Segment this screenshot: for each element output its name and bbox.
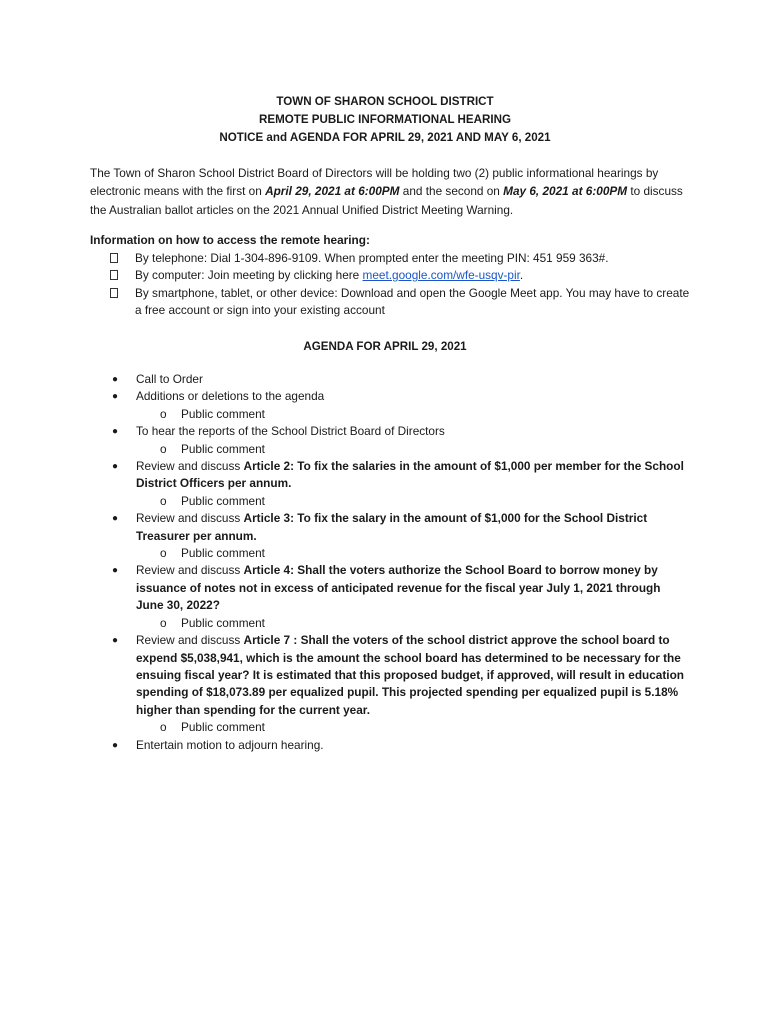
agenda-item: [90, 458, 690, 493]
agenda-title: AGENDA FOR APRIL 29, 2021: [303, 340, 467, 353]
agenda-item-text: Entertain motion to adjourn hearing.: [136, 737, 324, 752]
bullet-icon: ●: [112, 391, 119, 403]
header-title: TOWN OF SHARON SCHOOL DISTRICT: [276, 95, 494, 108]
header-notice: NOTICE and AGENDA FOR APRIL 29, 2021 AND MAY 6, 2021: [219, 131, 551, 144]
agenda-item-text: To hear the reports of the School District Board of Directors: [136, 424, 445, 439]
intro-text-1: The Town of Sharon School District Board of Directors will be holding two (2) public informational hearings by electronic means with the first on: [90, 166, 659, 199]
agenda-subitem: [90, 493, 690, 510]
access-title: Information on how to access the remote hearing:: [90, 233, 370, 247]
public-comment-text: Public comment: [181, 493, 265, 508]
computer-text: By computer: Join meeting by clicking here: [135, 268, 363, 282]
checkbox-bullet-icon: [110, 288, 118, 298]
intro-date-2: May 6, 2021 at 6:00PM: [503, 184, 628, 199]
checkbox-bullet-icon: [110, 253, 118, 263]
article-7-text: Article 7 : Shall the voters of the school district approve the school board to expend $5,038,941, which is the amount the school board has determined to be necessary for the ensuing fiscal year? It is estimated that this proposed budget, if approved, will result in education spending of $18,073.89 per equalized pupil. This projected spending per equalized pupil is 5.18% higher than spending for the current year.: [136, 633, 684, 717]
agenda-item-text: Call to Order: [136, 372, 203, 386]
public-comment-text: Public comment: [181, 720, 265, 735]
sub-bullet-icon: o: [160, 441, 167, 456]
intro-paragraph: [90, 164, 690, 219]
smartphone-text: By smartphone, tablet, or other device: Download and open the Google Meet app. You may have to create a free account or sign into your existing account: [135, 285, 690, 317]
agenda-item: [90, 510, 690, 545]
article-4-text: Article 4: Shall the voters authorize the School Board to borrow money by issuance of notes not in excess of anticipated revenue for the fiscal year July 1, 2021 through June 30, 2022?: [136, 563, 661, 613]
bullet-icon: ●: [112, 635, 119, 647]
access-telephone: [90, 250, 690, 268]
review-prefix: Review and discuss: [136, 459, 244, 474]
agenda-item-text: Additions or deletions to the agenda: [136, 389, 325, 404]
telephone-text: By telephone: Dial 1-304-896-9109. When prompted enter the meeting PIN: 451 959 363#.: [135, 250, 609, 265]
computer-suffix: .: [519, 268, 524, 282]
bullet-icon: ●: [112, 461, 119, 473]
intro-text-2: and the second on: [399, 184, 504, 199]
sub-bullet-icon: o: [160, 720, 167, 735]
sub-bullet-icon: o: [160, 546, 167, 561]
intro-date-1: April 29, 2021 at 6:00PM: [265, 184, 400, 199]
sub-bullet-icon: o: [160, 493, 167, 508]
agenda-item: [90, 423, 690, 440]
agenda-item: [90, 632, 690, 719]
agenda-item: [90, 562, 690, 614]
article-3-text: Article 3: To fix the salary in the amount of $1,000 for the School District Treasurer per annum.: [136, 511, 648, 543]
sub-bullet-icon: o: [160, 406, 167, 421]
agenda-subitem: [90, 441, 690, 458]
agenda-subitem: [90, 545, 690, 562]
intro-text-3: to discuss the Australian ballot articles on the 2021 Annual Unified District Meeting Warning.: [90, 184, 683, 217]
public-comment-text: Public comment: [181, 441, 265, 456]
access-computer: [90, 267, 690, 285]
bullet-icon: ●: [112, 426, 119, 438]
article-2-text: Article 2: To fix the salaries in the amount of $1,000 per member for the School District Officers per annum.: [136, 459, 684, 491]
public-comment-text: Public comment: [181, 615, 265, 630]
bullet-icon: ●: [112, 565, 119, 577]
meeting-link[interactable]: meet.google.com/wfe-usqv-pir: [362, 268, 520, 282]
agenda-item: [90, 737, 690, 754]
agenda-subitem: [90, 615, 690, 632]
public-comment-text: Public comment: [181, 546, 265, 561]
document-header: [0, 93, 770, 147]
public-comment-text: Public comment: [181, 406, 265, 421]
agenda-list: [90, 371, 690, 754]
bullet-icon: ●: [112, 739, 119, 751]
review-prefix: Review and discuss: [136, 563, 244, 578]
access-smartphone: [90, 285, 690, 320]
review-prefix: Review and discuss: [136, 511, 244, 526]
agenda-subitem: [90, 719, 690, 736]
review-prefix: Review and discuss: [136, 633, 244, 648]
bullet-icon: ●: [112, 513, 119, 525]
sub-bullet-icon: o: [160, 615, 167, 630]
bullet-icon: ●: [112, 374, 119, 385]
agenda-subitem: [90, 406, 690, 423]
agenda-item: [90, 388, 690, 405]
agenda-item: [90, 371, 690, 388]
header-subtitle: REMOTE PUBLIC INFORMATIONAL HEARING: [258, 113, 512, 126]
access-info: [90, 232, 690, 320]
checkbox-bullet-icon: [110, 270, 118, 280]
